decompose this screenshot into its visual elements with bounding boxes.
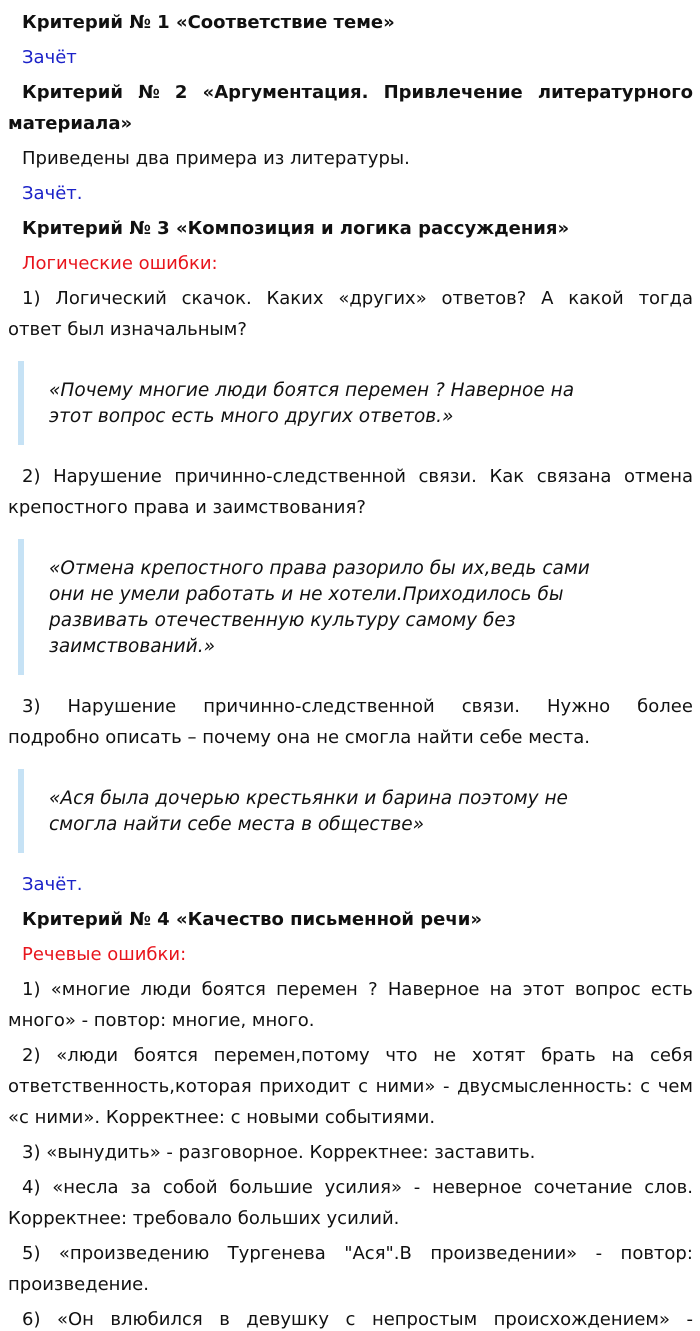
word: этот (522, 979, 565, 1000)
word: непростым (371, 1309, 478, 1330)
word: 6) (22, 1309, 41, 1330)
word: «несла (52, 1177, 119, 1198)
quote-2-line-2: они не умели работать и не хотели.Приходилось бы (49, 584, 564, 605)
word: причинно-следственной (203, 696, 435, 717)
word: «произведению (58, 1243, 210, 1264)
quote-2-line-1: «Отмена крепостного права разорило бы их,ведь сами (49, 558, 590, 579)
word: с (358, 1076, 368, 1097)
word: Нужно (547, 696, 611, 717)
criterion-2-heading-line-2: материала» (8, 113, 133, 134)
word: "Ася".В (344, 1243, 412, 1264)
word: «люди (56, 1045, 119, 1066)
word: А (541, 288, 554, 309)
word: есть (650, 979, 693, 1000)
criterion-4-heading: Критерий № 4 «Качество письменной речи» (22, 909, 482, 930)
word: на (489, 979, 513, 1000)
word: - (595, 1243, 603, 1264)
word: ответов? (441, 288, 527, 309)
quote-3-bar (18, 769, 24, 853)
word: Нарушение (67, 696, 177, 717)
logic-error-3-line-2: подробно описать – почему она не смогла найти себе места. (8, 727, 591, 748)
word: ответственность,которая (8, 1076, 252, 1097)
speech-error-2-line-3: «с ними». Корректнее: с новыми событиями. (8, 1107, 436, 1128)
word: влюбился (110, 1309, 203, 1330)
word: вопрос (574, 979, 641, 1000)
word: происхождением» (493, 1309, 670, 1330)
word: - (442, 1076, 450, 1097)
quote-1-line-2: этот вопрос есть много других ответов.» (49, 406, 454, 427)
speech-error-5-line-1 (8, 1243, 693, 1265)
word: с (345, 1309, 356, 1330)
word: не (433, 1045, 457, 1066)
word: слов. (644, 1177, 693, 1198)
logic-error-1-line-1 (8, 288, 693, 310)
word: «других» (338, 288, 427, 309)
speech-error-1-line-2: много» - повтор: многие, много. (8, 1010, 315, 1031)
word: двусмысленность: (457, 1076, 633, 1097)
word: - (413, 1177, 421, 1198)
criterion-2-result: Зачёт. (22, 183, 83, 204)
word: связи. (418, 466, 477, 487)
word: Тургенева (227, 1243, 326, 1264)
word: № (138, 82, 160, 103)
word: отмена (624, 466, 693, 487)
word: произведении» (430, 1243, 578, 1264)
word: «Аргументация. (202, 82, 369, 103)
quote-3-line-1: «Ася была дочерью крестьянки и барина поэтому не (49, 788, 568, 809)
word: Наверное (387, 979, 480, 1000)
word: 3) (22, 696, 41, 717)
logic-error-1-line-2: ответ был изначальным? (8, 319, 247, 340)
word: неверное (432, 1177, 522, 1198)
logic-errors-label: Логические ошибки: (22, 253, 218, 274)
word: «Он (56, 1309, 94, 1330)
word: связи. (461, 696, 521, 717)
word: 1) (22, 979, 41, 1000)
word: Каких (266, 288, 324, 309)
criterion-2-heading-line-1 (8, 82, 693, 104)
speech-error-4-line-1 (8, 1177, 693, 1199)
word: 2) (22, 466, 41, 487)
word: ? (368, 979, 378, 1000)
quote-1-bar (18, 361, 24, 445)
word: Критерий (22, 82, 123, 103)
word: Как (489, 466, 525, 487)
quote-1-line-1: «Почему многие люди боятся перемен ? Наверное на (49, 380, 575, 401)
word: Логический (55, 288, 167, 309)
word: с (640, 1076, 651, 1097)
word: тогда (638, 288, 693, 309)
word: скачок. (181, 288, 252, 309)
word: за (130, 1177, 152, 1198)
logic-error-2-line-1 (8, 466, 693, 488)
word: что (385, 1045, 418, 1066)
word: хотят (471, 1045, 526, 1066)
word: боятся (133, 1045, 198, 1066)
word: 4) (22, 1177, 41, 1198)
criterion-3-result: Зачёт. (22, 874, 83, 895)
word: перемен (276, 979, 358, 1000)
speech-error-4-line-2: Корректнее: требовало больших усилий. (8, 1208, 400, 1229)
word: приходит (259, 1076, 351, 1097)
word: ними» (375, 1076, 436, 1097)
quote-2-line-3: развивать отечественную культуру самому без (49, 610, 516, 631)
word: 5) (22, 1243, 41, 1264)
word: боятся (201, 979, 266, 1000)
word: большие (229, 1177, 313, 1198)
word: причинно-следственной (174, 466, 406, 487)
word: «многие (50, 979, 131, 1000)
speech-error-5-line-2: произведение. (8, 1274, 149, 1295)
quote-3-line-2: смогла найти себе места в обществе» (49, 814, 425, 835)
word: связана (536, 466, 612, 487)
speech-error-6-line-1 (8, 1309, 693, 1331)
word: собой (162, 1177, 218, 1198)
criterion-3-heading: Критерий № 3 «Композиция и логика рассуждения» (22, 218, 570, 239)
word: усилия» (324, 1177, 402, 1198)
quote-2-line-4: заимствований.» (49, 636, 216, 657)
word: чем (657, 1076, 693, 1097)
word: литературного (537, 82, 693, 103)
word: Нарушение (53, 466, 162, 487)
word: на (611, 1045, 635, 1066)
logic-error-2-line-2: крепостного права и заимствования? (8, 497, 366, 518)
word: более (637, 696, 693, 717)
word: - (686, 1309, 693, 1330)
speech-errors-label: Речевые ошибки: (22, 944, 187, 965)
word: 2) (22, 1045, 41, 1066)
speech-error-3: 3) «вынудить» - разговорное. Корректнее: заставить. (22, 1142, 536, 1163)
word: люди (140, 979, 192, 1000)
word: девушку (246, 1309, 330, 1330)
criterion-1-result: Зачёт (22, 47, 77, 68)
word: Привлечение (383, 82, 523, 103)
word: 1) (22, 288, 41, 309)
word: сочетание (533, 1177, 633, 1198)
word: себя (650, 1045, 693, 1066)
logic-error-3-line-1 (8, 696, 693, 718)
word: 2 (174, 82, 188, 103)
word: повтор: (620, 1243, 693, 1264)
criterion-2-text: Приведены два примера из литературы. (22, 148, 410, 169)
speech-error-1-line-1 (8, 979, 693, 1001)
word: брать (541, 1045, 596, 1066)
speech-error-2-line-2 (8, 1076, 693, 1098)
word: какой (568, 288, 624, 309)
quote-2-bar (18, 539, 24, 675)
word: перемен,потому (213, 1045, 370, 1066)
word: в (219, 1309, 230, 1330)
criterion-1-heading: Критерий № 1 «Соответствие теме» (22, 12, 395, 33)
speech-error-2-line-1 (8, 1045, 693, 1067)
